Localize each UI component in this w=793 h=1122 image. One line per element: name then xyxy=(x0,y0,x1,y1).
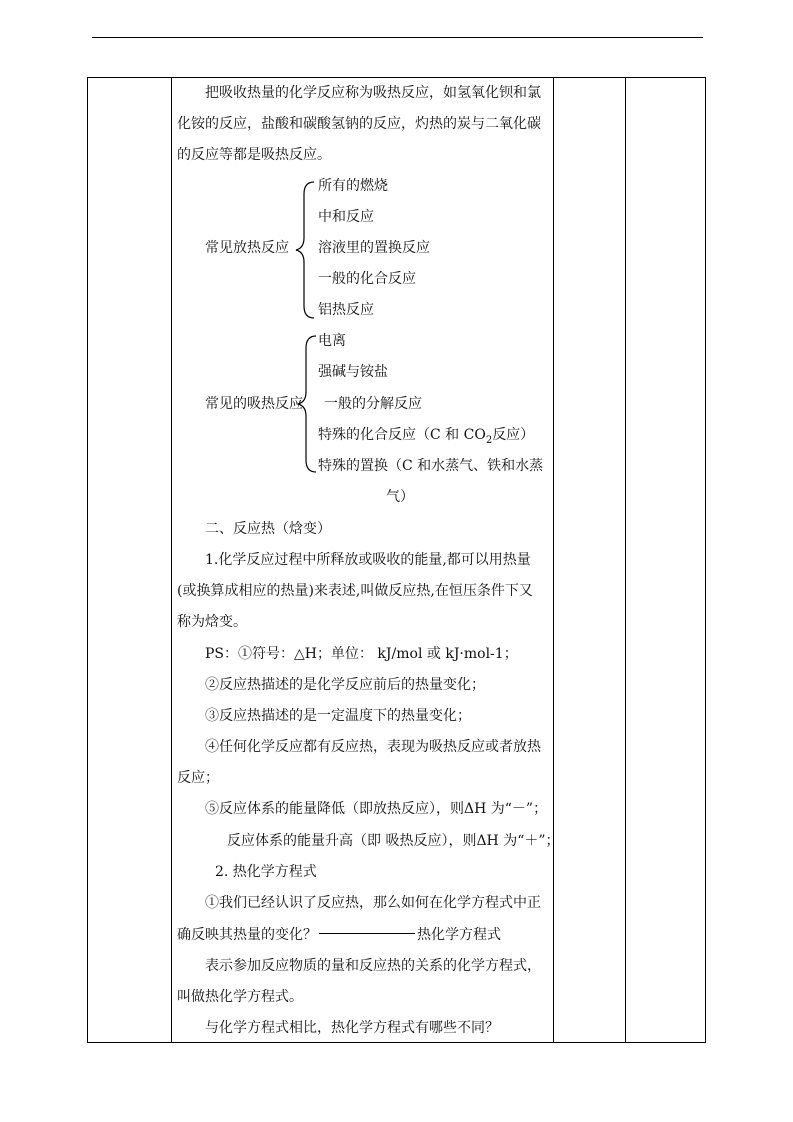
intro-line-2: 化铵的反应，盐酸和碳酸氢钠的反应，灼热的炭与二氧化碳 xyxy=(177,116,541,132)
section3-p1-line1: ①我们已经认识了反应热，那么如何在化学方程式中正 xyxy=(205,895,541,911)
section2-note-3: ③反应热描述的是一定温度下的热量变化； xyxy=(205,708,471,724)
endothermic-brace-icon xyxy=(296,334,318,474)
section3-p2-line2: 叫做热化学方程式。 xyxy=(177,989,303,1005)
section2-heading: 二、反应热（焓变） xyxy=(205,521,331,537)
intro-line-1: 把吸收热量的化学反应称为吸热反应，如氢氧化钡和氯 xyxy=(205,85,541,101)
exothermic-item-1: 所有的燃烧 xyxy=(318,178,388,194)
section2-p1-line2: (或换算成相应的热量)来表述,叫做反应热,在恒压条件下又 xyxy=(177,583,533,599)
section2-note-4-line1: ④任何化学反应都有反应热，表现为吸热反应或者放热 xyxy=(205,739,541,755)
exothermic-item-5: 铝热反应 xyxy=(318,302,374,318)
endothermic-item-2: 强碱与铵盐 xyxy=(318,364,388,380)
answer-dash xyxy=(319,933,415,934)
endothermic-item-4-tail: 反应） xyxy=(492,427,535,443)
endothermic-item-4-main: 特殊的化合反应（C 和 CO xyxy=(318,427,486,443)
header-rule xyxy=(92,37,703,38)
endothermic-label: 常见的吸热反应 xyxy=(205,396,303,412)
section3-question: 确反映其热量的变化？ xyxy=(177,927,317,943)
intro-line-3: 的反应等都是吸热反应。 xyxy=(177,147,331,163)
column-divider-1 xyxy=(171,77,172,1043)
section3-p2-line1: 表示参加反应物质的量和反应热的关系的化学方程式， xyxy=(205,958,541,974)
section2-note-5-line2: 反应体系的能量升高（即 吸热反应），则ΔH 为“＋”； xyxy=(227,833,560,849)
section2-p1-line1: 1.化学反应过程中所释放或吸收的能量,都可以用热量 xyxy=(205,552,531,568)
section2-ps: PS：①符号：△H；单位： kJ/mol 或 kJ·mol-1； xyxy=(205,646,518,662)
section2-note-2: ②反应热描述的是化学反应前后的热量变化； xyxy=(205,677,485,693)
exothermic-label: 常见放热反应 xyxy=(205,240,289,256)
column-divider-2 xyxy=(553,77,554,1043)
section2-note-5-line1: ⑤反应体系的能量降低（即放热反应），则ΔH 为“－”； xyxy=(205,801,548,817)
endothermic-item-1: 电离 xyxy=(318,333,346,349)
endothermic-item-3: 一般的分解反应 xyxy=(324,396,422,412)
exothermic-item-4: 一般的化合反应 xyxy=(318,271,416,287)
section2-p1-line3: 称为焓变。 xyxy=(177,614,247,630)
subscript-2: 2 xyxy=(485,434,493,446)
section2-note-4-line2: 反应； xyxy=(177,770,219,786)
section3-p3: 与化学方程式相比，热化学方程式有哪些不同？ xyxy=(205,1020,499,1036)
exothermic-item-2: 中和反应 xyxy=(318,209,374,225)
exothermic-brace-icon xyxy=(294,180,316,320)
section3-heading: 2. 热化学方程式 xyxy=(215,864,317,880)
section3-answer: 热化学方程式 xyxy=(417,927,501,943)
exothermic-item-3: 溶液里的置换反应 xyxy=(318,240,430,256)
endothermic-item-5: 特殊的置换（C 和水蒸气、铁和水蒸 xyxy=(318,458,544,474)
endothermic-item-4 xyxy=(318,425,534,451)
endothermic-item-5-cont: 气） xyxy=(386,489,414,505)
column-divider-3 xyxy=(625,77,626,1043)
section3-p1-line2 xyxy=(177,925,501,945)
